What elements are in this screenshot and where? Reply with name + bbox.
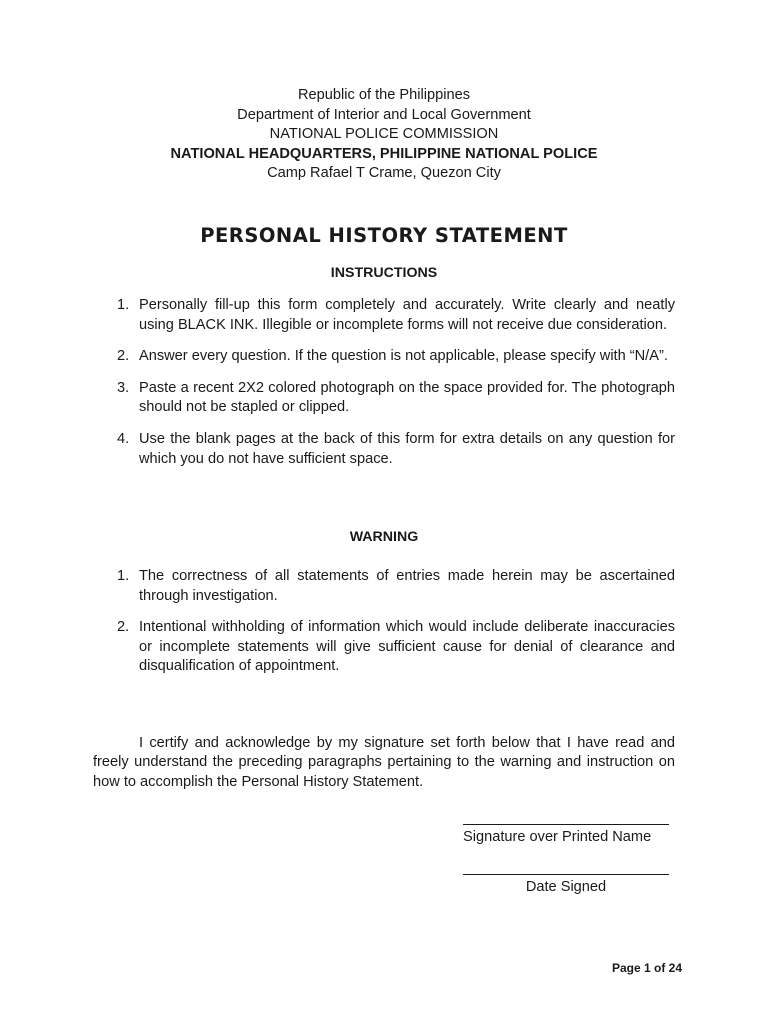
list-item bbox=[93, 379, 675, 418]
item-number: 3. bbox=[117, 379, 130, 396]
item-text: Paste a recent 2X2 colored photograph on the space provided for. The photograph should not be stapled or clipped. bbox=[139, 379, 675, 416]
header-republic: Republic of the Philippines bbox=[298, 87, 470, 103]
list-item bbox=[93, 430, 675, 469]
instructions-heading: INSTRUCTIONS bbox=[330, 265, 438, 281]
page-number: Page 1 of 24 bbox=[611, 961, 682, 975]
item-text: The correctness of all statements of entries made herein may be ascertained through investigation. bbox=[139, 568, 675, 604]
item-number: 4. bbox=[117, 430, 130, 447]
signature-line[interactable] bbox=[463, 824, 669, 825]
header-commission: NATIONAL POLICE COMMISSION bbox=[269, 126, 499, 143]
date-signed-label: Date Signed bbox=[525, 879, 607, 895]
certification-paragraph: I certify and acknowledge by my signature set forth below that I have read and freely understand the preceding paragraphs pertaining to the warning and instruction on how to accomplish the Personal History Statement. bbox=[93, 734, 675, 790]
item-number: 2. bbox=[117, 619, 130, 636]
item-text: Personally fill-up this form completely and accurately. Write clearly and neatly using BLACK INK. Illegible or incomplete forms will not receive due consideration. bbox=[139, 297, 675, 333]
list-item bbox=[93, 567, 675, 606]
header-headquarters: NATIONAL HEADQUARTERS, PHILIPPINE NATIONAL POLICE bbox=[170, 145, 598, 162]
list-item bbox=[93, 347, 675, 367]
date-signed-block bbox=[463, 874, 673, 897]
item-number: 1. bbox=[117, 568, 130, 584]
warning-list bbox=[93, 567, 675, 677]
item-number: 2. bbox=[117, 348, 130, 365]
item-text: Intentional withholding of information which would include deliberate inaccuracies or incomplete statements will give sufficient cause for denial of clearance and disqualification of appointment. bbox=[139, 619, 675, 675]
date-signed-line[interactable] bbox=[463, 874, 669, 875]
header-department: Department of Interior and Local Government bbox=[237, 106, 531, 123]
list-item bbox=[93, 618, 675, 677]
item-text: Answer every question. If the question is not applicable, please specify with “N/A”. bbox=[139, 348, 668, 365]
header-address: Camp Rafael T Crame, Quezon City bbox=[267, 165, 501, 182]
item-text: Use the blank pages at the back of this form for extra details on any question for which you do not have sufficient space. bbox=[139, 430, 675, 467]
signature-label: Signature over Printed Name bbox=[463, 829, 652, 845]
page-title: PERSONAL HISTORY STATEMENT bbox=[200, 224, 568, 247]
item-number: 1. bbox=[117, 297, 130, 313]
letterhead bbox=[0, 86, 768, 184]
warning-heading: WARNING bbox=[349, 529, 419, 545]
instructions-list bbox=[93, 296, 675, 469]
signature-block bbox=[463, 824, 673, 847]
list-item bbox=[93, 296, 675, 335]
